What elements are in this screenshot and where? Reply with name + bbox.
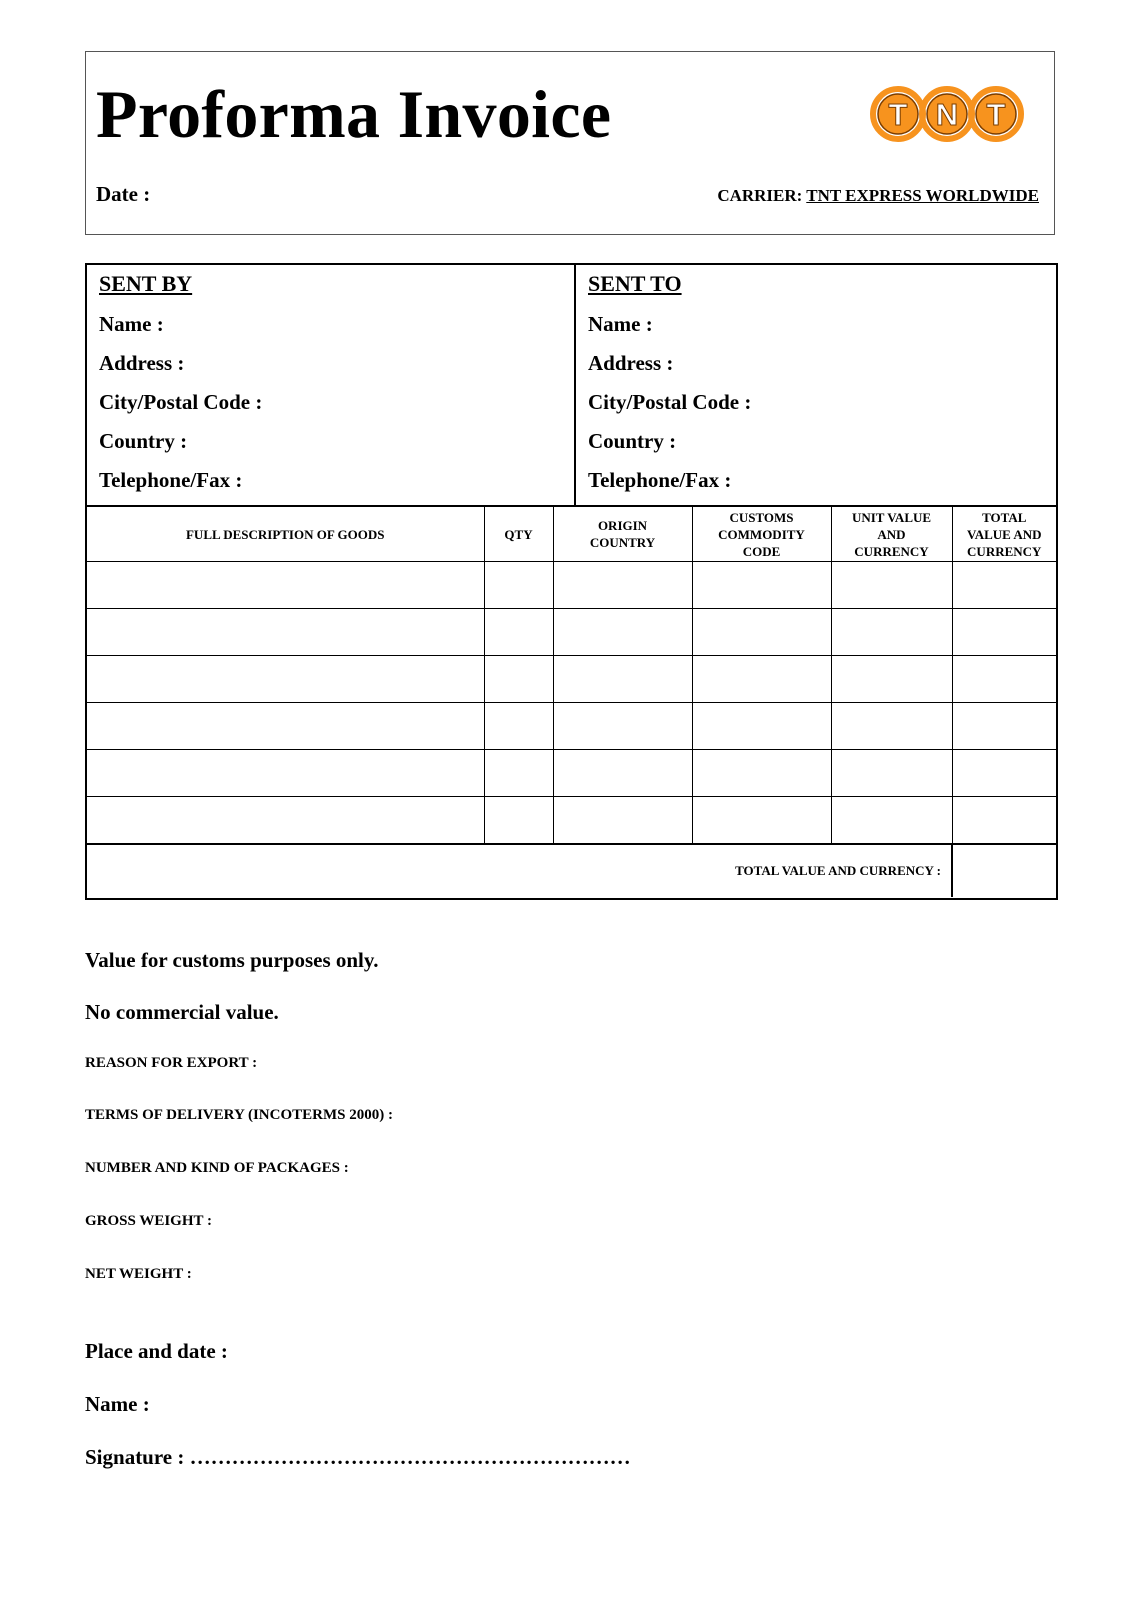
table-cell[interactable] xyxy=(692,562,831,609)
table-cell[interactable] xyxy=(553,562,692,609)
table-cell[interactable] xyxy=(692,703,831,750)
invoice-main-box xyxy=(85,263,1058,900)
table-cell[interactable] xyxy=(87,797,484,845)
goods-table-header xyxy=(87,506,1056,562)
table-cell[interactable] xyxy=(692,797,831,845)
column-header-line: CODE xyxy=(742,543,781,559)
column-header-line: QTY xyxy=(504,526,533,542)
table-row xyxy=(87,562,1056,609)
table-cell[interactable] xyxy=(952,750,1056,797)
table-row xyxy=(87,703,1056,750)
signature-line: Signature : ……………………………………………………… xyxy=(85,1445,631,1469)
table-cell[interactable] xyxy=(952,797,1056,845)
packages-label: NUMBER AND KIND OF PACKAGES : xyxy=(85,1160,349,1176)
column-header-line: TOTAL xyxy=(982,509,1027,525)
page-title: Proforma Invoice xyxy=(96,76,612,152)
date-label: Date : xyxy=(96,182,151,206)
table-cell[interactable] xyxy=(692,656,831,703)
column-header-line: COUNTRY xyxy=(589,535,656,550)
table-cell[interactable] xyxy=(831,562,952,609)
table-cell[interactable] xyxy=(952,656,1056,703)
table-row xyxy=(87,797,1056,845)
table-cell[interactable] xyxy=(87,750,484,797)
logo-letter: N xyxy=(935,97,959,132)
column-header-line: AND xyxy=(877,526,906,542)
table-cell[interactable] xyxy=(831,703,952,750)
table-cell[interactable] xyxy=(484,656,553,703)
table-row xyxy=(87,656,1056,703)
table-cell[interactable] xyxy=(692,750,831,797)
col-unit-value-header xyxy=(831,506,952,562)
tnt-logo-icon xyxy=(868,82,1026,146)
table-cell[interactable] xyxy=(87,656,484,703)
table-cell[interactable] xyxy=(553,609,692,656)
table-cell[interactable] xyxy=(484,609,553,656)
net-weight-label: NET WEIGHT : xyxy=(85,1266,192,1282)
table-cell[interactable] xyxy=(553,750,692,797)
sent-to-title: SENT TO xyxy=(588,271,682,296)
col-qty-header xyxy=(484,506,553,562)
column-header-line: CURRENCY xyxy=(854,543,929,559)
table-cell[interactable] xyxy=(484,797,553,845)
table-cell[interactable] xyxy=(87,562,484,609)
table-cell[interactable] xyxy=(692,609,831,656)
table-cell[interactable] xyxy=(553,656,692,703)
col-description-header xyxy=(87,506,484,562)
col-origin-header xyxy=(553,506,692,562)
sent-by-city-field: City/Postal Code : xyxy=(99,390,263,414)
col-total-value-header xyxy=(952,506,1056,562)
carrier-name: TNT EXPRESS WORLDWIDE xyxy=(806,186,1039,205)
table-cell[interactable] xyxy=(87,703,484,750)
table-cell[interactable] xyxy=(87,609,484,656)
table-cell[interactable] xyxy=(831,750,952,797)
sent-by-telephone-field: Telephone/Fax : xyxy=(99,468,243,492)
carrier-info xyxy=(717,186,1039,206)
total-value-cell[interactable] xyxy=(952,844,1056,897)
sent-to-name-field: Name : xyxy=(588,312,653,336)
column-header-line: CURRENCY xyxy=(967,543,1042,559)
table-cell[interactable] xyxy=(952,562,1056,609)
invoice-header xyxy=(85,51,1055,235)
no-commercial-value-note: No commercial value. xyxy=(85,1000,279,1024)
column-header-line: FULL DESCRIPTION OF GOODS xyxy=(185,526,385,542)
table-cell[interactable] xyxy=(553,797,692,845)
sent-to-city-field: City/Postal Code : xyxy=(588,390,752,414)
table-cell[interactable] xyxy=(484,562,553,609)
reason-for-export-label: REASON FOR EXPORT : xyxy=(85,1055,258,1071)
logo-letter: T xyxy=(888,97,908,132)
table-cell[interactable] xyxy=(831,797,952,845)
column-header-line: CUSTOMS xyxy=(729,509,794,525)
sent-to-telephone-field: Telephone/Fax : xyxy=(588,468,732,492)
sent-by-section xyxy=(87,265,576,505)
table-cell[interactable] xyxy=(952,609,1056,656)
table-cell[interactable] xyxy=(484,750,553,797)
table-cell[interactable] xyxy=(553,703,692,750)
place-and-date-label: Place and date : xyxy=(85,1339,228,1363)
goods-table xyxy=(87,505,1056,897)
carrier-label: CARRIER: xyxy=(717,186,803,205)
logo-letter: T xyxy=(986,97,1006,132)
gross-weight-label: GROSS WEIGHT : xyxy=(85,1213,212,1229)
table-row xyxy=(87,609,1056,656)
sent-by-name-field: Name : xyxy=(99,312,164,336)
table-cell[interactable] xyxy=(952,703,1056,750)
column-header-line: ORIGIN xyxy=(597,518,648,533)
sent-to-country-field: Country : xyxy=(588,429,677,453)
total-row xyxy=(87,844,1056,897)
table-cell[interactable] xyxy=(484,703,553,750)
sent-to-section xyxy=(576,265,1056,505)
col-customs-code-header xyxy=(692,506,831,562)
total-value-label: TOTAL VALUE AND CURRENCY : xyxy=(87,844,952,897)
column-header-line: COMMODITY xyxy=(718,526,805,542)
sent-to-address-field: Address : xyxy=(588,351,674,375)
column-header-line: UNIT VALUE xyxy=(851,509,932,525)
table-cell[interactable] xyxy=(831,609,952,656)
terms-of-delivery-label: TERMS OF DELIVERY (INCOTERMS 2000) : xyxy=(85,1107,393,1123)
table-cell[interactable] xyxy=(831,656,952,703)
sent-by-title: SENT BY xyxy=(99,271,193,296)
table-row xyxy=(87,750,1056,797)
sent-by-address-field: Address : xyxy=(99,351,185,375)
signer-name-label: Name : xyxy=(85,1392,150,1416)
customs-only-note: Value for customs purposes only. xyxy=(85,948,379,972)
sent-by-country-field: Country : xyxy=(99,429,188,453)
column-header-line: VALUE AND xyxy=(966,526,1042,542)
